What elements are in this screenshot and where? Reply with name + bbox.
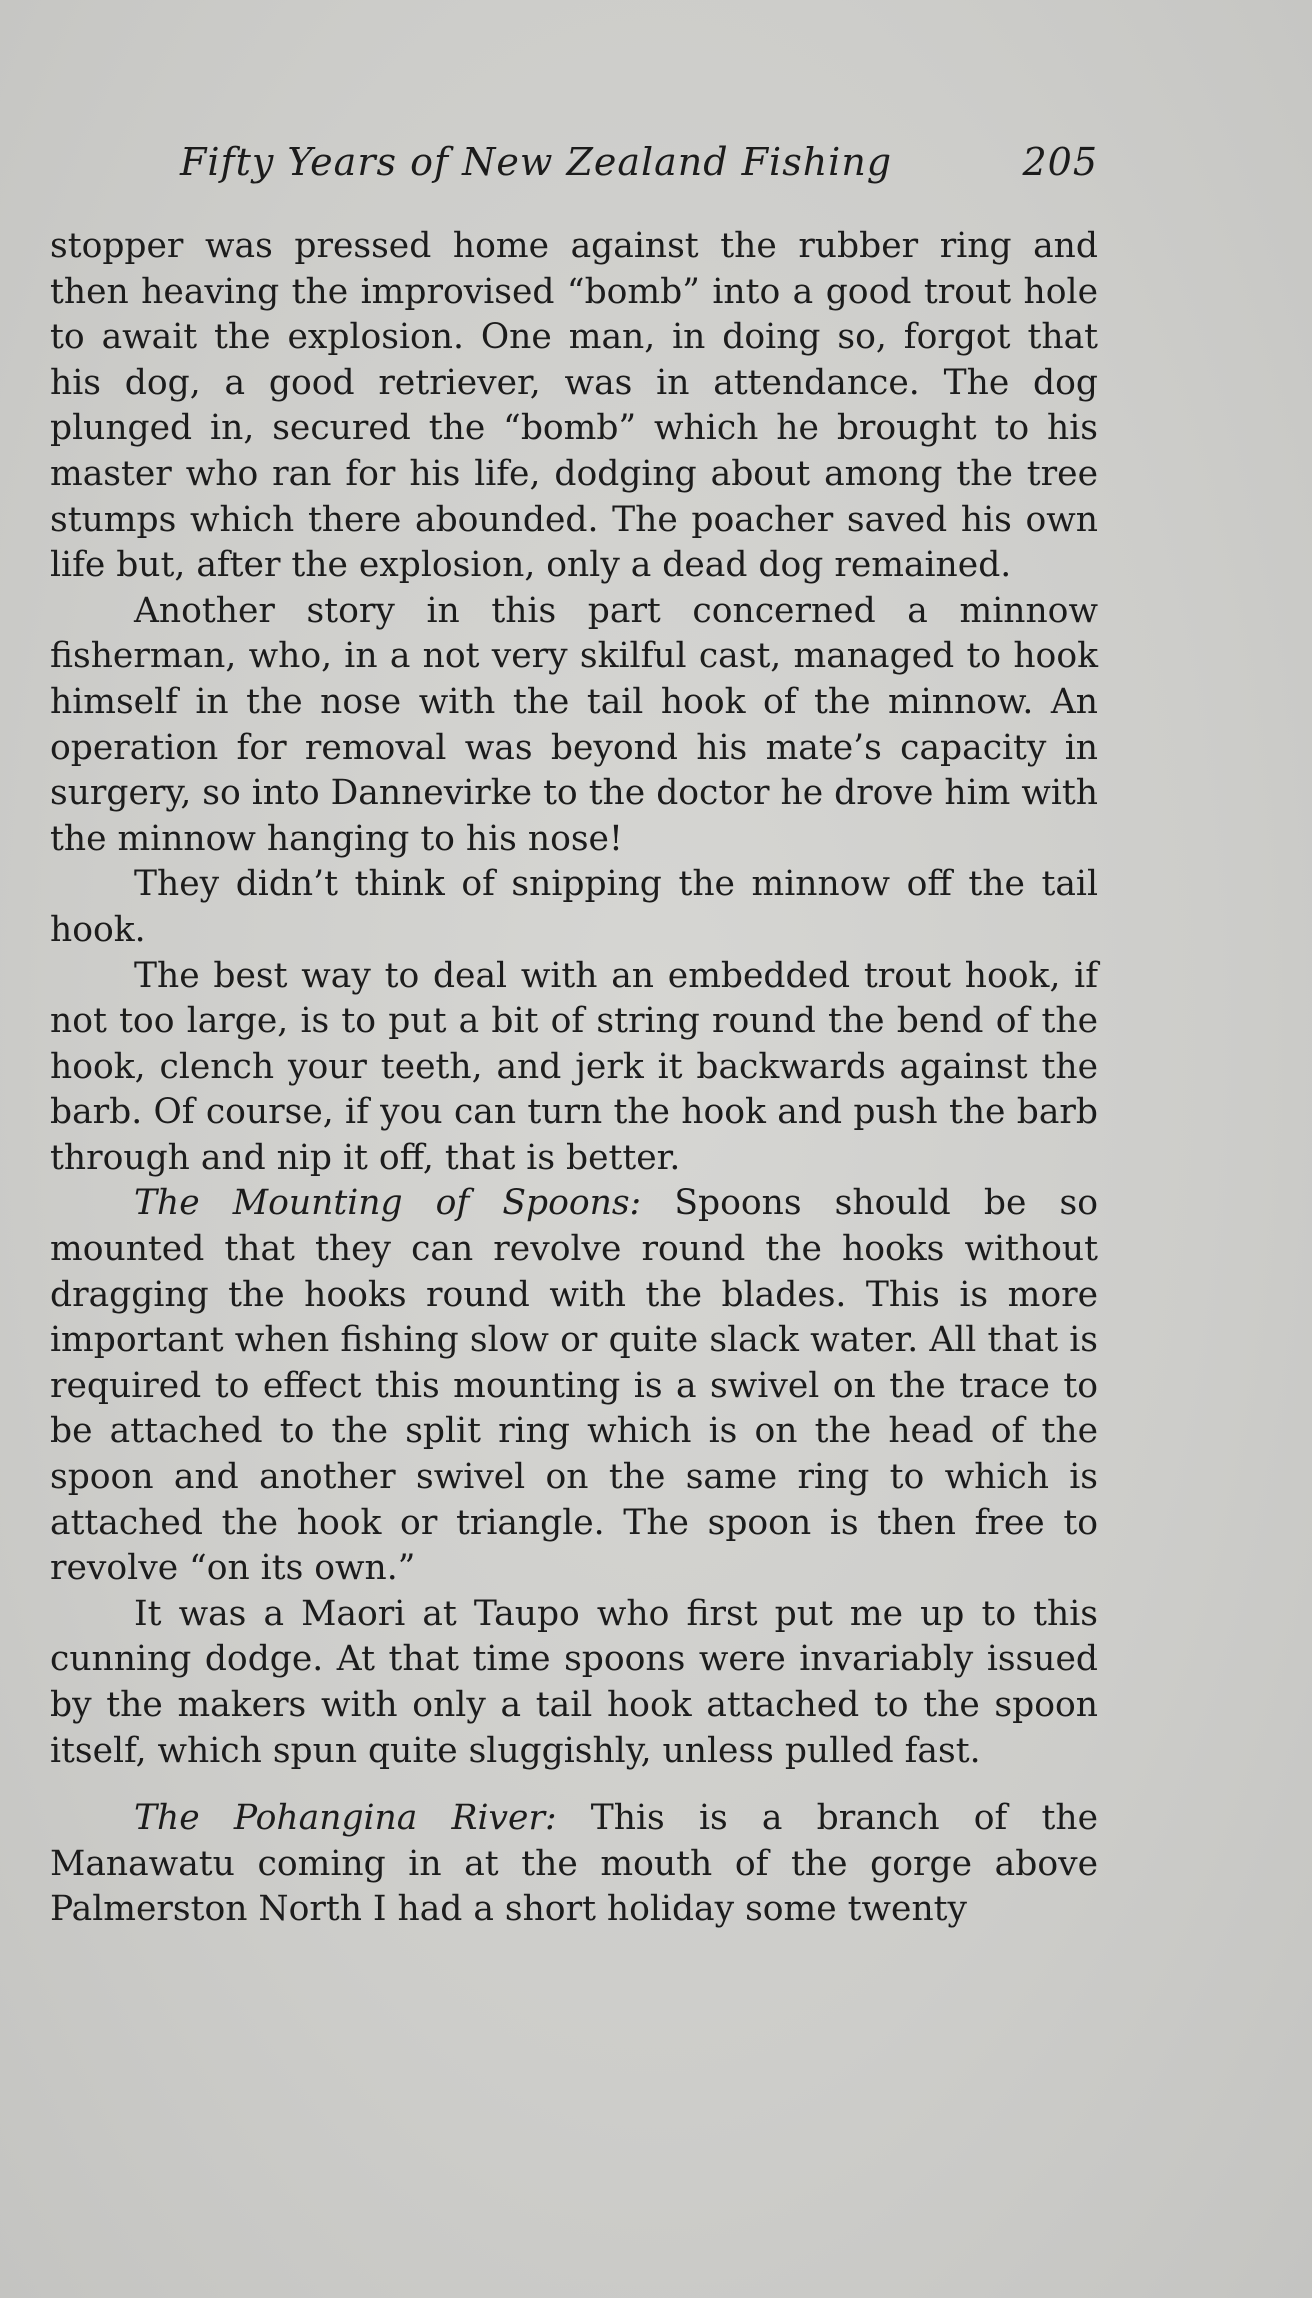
section-heading: The Pohangina River: <box>134 1798 557 1839</box>
page-number: 205 <box>1022 140 1098 184</box>
paragraph <box>50 1796 1098 1933</box>
paragraph <box>50 954 1098 1182</box>
paragraph <box>50 862 1098 953</box>
paragraph <box>50 589 1098 863</box>
paragraph-text: stopper was pressed home against the rubber ring and then heaving the improvised “bomb” into a good trout hole to await the explosion. One man, in doing so, forgot that his dog, a good retriever, was in attendance. The dog plunged in, secured the “bomb” which he brought to his master who ran for his life, dodging about among the tree stumps which there abounded. The poacher saved his own life but, after the explosion, only a dead dog remained. <box>50 226 1098 586</box>
paragraph <box>50 1181 1098 1591</box>
body-text <box>50 224 1098 1933</box>
paragraph-text: They didn’t think of snipping the minnow off the tail hook. <box>50 864 1098 950</box>
paragraph-text: This is a branch of the Manawatu coming in at the mouth of the gorge above Palmerston North I had a short holiday some twenty <box>50 1798 1098 1930</box>
running-head-title: Fifty Years of New Zealand Fishing <box>180 140 893 184</box>
paragraph-text: Spoons should be so mounted that they can revolve round the hooks without dragging the hooks round with the blades. This is more important when fishing slow or quite slack water. All that is required to effect this mounting is a swivel on the trace to be attached to the split ring which is on the head of the spoon and another swivel on the same ring to which is attached the hook or triangle. The spoon is then free to revolve “on its own.” <box>50 1183 1098 1589</box>
running-head <box>50 140 1098 190</box>
paragraph-text: Another story in this part concerned a minnow fisherman, who, in a not very skilful cast, managed to hook himself in the nose with the tail hook of the minnow. An operation for removal was beyond his mate’s capacity in surgery, so into Dannevirke to the doctor he drove him with the minnow hanging to his nose! <box>50 590 1098 859</box>
paragraph-text: It was a Maori at Taupo who first put me up to this cunning dodge. At that time spoons were invariably issued by the makers with only a tail hook attached to the spoon itself, which spun quite sluggishly, unless pulled fast. <box>50 1593 1098 1771</box>
paragraph <box>50 224 1098 589</box>
paragraph <box>50 1592 1098 1774</box>
section-heading: The Mounting of Spoons: <box>134 1183 642 1224</box>
paragraph-text: The best way to deal with an embedded trout hook, if not too large, is to put a bit of string round the bend of the hook, clench your teeth, and jerk it backwards against the barb. Of course, if you can turn the hook and push the barb through and nip it off, that is better. <box>50 955 1098 1178</box>
